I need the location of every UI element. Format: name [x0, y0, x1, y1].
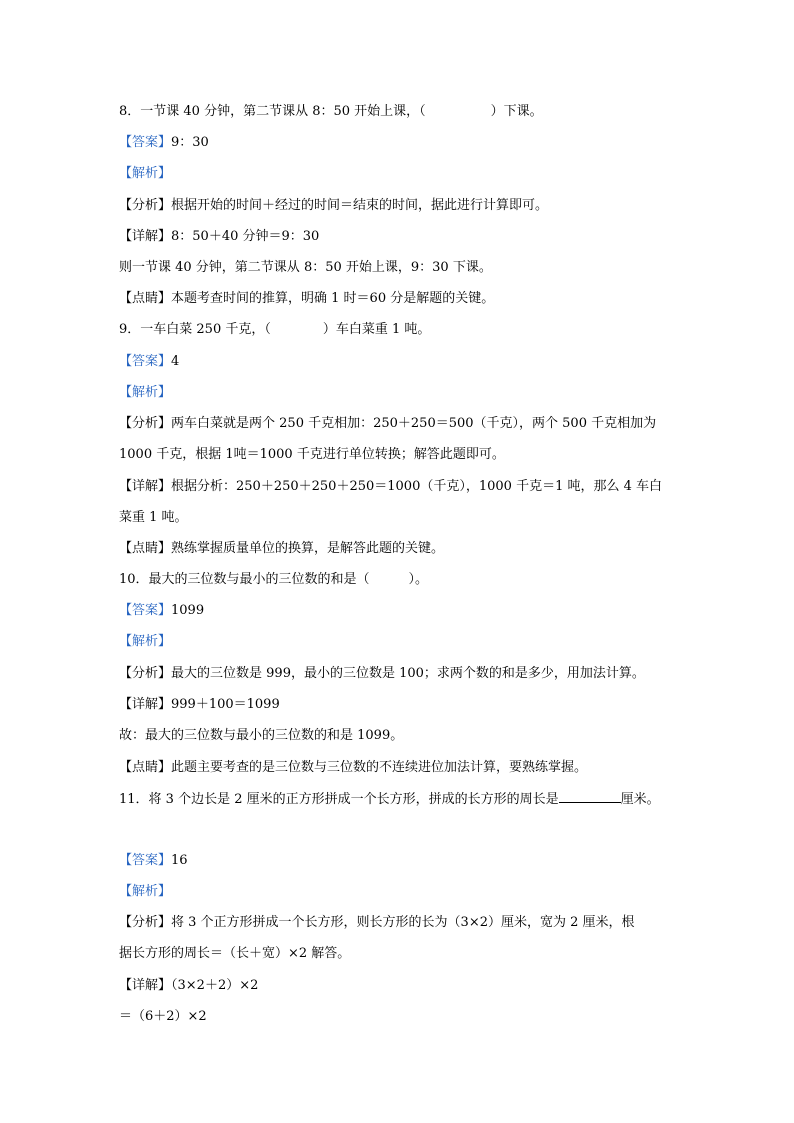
- xiangjie-tag: 【详解】: [119, 229, 172, 244]
- jiexi-tag: 【解析】: [119, 385, 172, 400]
- q9-answer-line: [119, 353, 179, 371]
- q10-fenxi: 最大的三位数是 999，最小的三位数是 100；求两个数的和是多少，用加法计算。: [171, 666, 645, 681]
- jiexi-tag: 【解析】: [119, 884, 172, 899]
- q10-dianjing-line: [119, 759, 587, 777]
- dianjing-tag: 【点睛】: [119, 760, 172, 775]
- jiexi-tag: 【解析】: [119, 634, 172, 649]
- q11-question-text: 11．将 3 个边长是 2 厘米的正方形拼成一个长方形，拼成的长方形的周长是: [119, 792, 559, 807]
- q8-answer-line: [119, 134, 209, 152]
- fenxi-tag: 【分析】: [119, 198, 172, 213]
- q9-fenxi-line-2: 1000 千克，根据 1吨＝1000 千克进行单位转换；解答此题即可。: [119, 447, 505, 462]
- dianjing-tag: 【点睛】: [119, 541, 172, 556]
- q10-jiexi-line: [119, 633, 171, 651]
- q8-fenxi-line: [119, 197, 548, 215]
- q11-fenxi-line-2: 据长方形的周长＝（长＋宽）×2 解答。: [119, 946, 351, 961]
- q11-xiangjie-line-2: ＝（6＋2）×2: [119, 1009, 207, 1024]
- q8-fenxi: 根据开始的时间＋经过的时间＝结束的时间，据此进行计算即可。: [171, 198, 549, 213]
- answer-blank: [559, 790, 621, 803]
- q11-answer-line: [119, 852, 188, 870]
- q9-fenxi: 两车白菜就是两个 250 千克相加：250＋250＝500（千克），两个 500 千克相加为: [171, 416, 657, 431]
- q10-answer: 1099: [171, 603, 205, 618]
- answer-tag: 【答案】: [119, 354, 172, 369]
- q10-xiangjie-line-2: 故：最大的三位数与最小的三位数的和是 1099。: [119, 728, 404, 743]
- q11-question-end: 厘米。: [620, 792, 660, 807]
- q9-xiangjie-line: [119, 478, 662, 496]
- q9-dianjing-line: [119, 540, 444, 558]
- jiexi-tag: 【解析】: [119, 166, 172, 181]
- xiangjie-tag: 【详解】: [119, 697, 172, 712]
- q9-xiangjie-line-2: 菜重 1 吨。: [119, 510, 188, 525]
- q11-fenxi-line: [119, 914, 635, 932]
- q8-dianjing-line: [119, 290, 494, 308]
- q10-question: 10．最大的三位数与最小的三位数的和是（ ）。: [119, 572, 429, 587]
- answer-tag: 【答案】: [119, 603, 172, 618]
- q10-xiangjie: 999＋100＝1099: [171, 697, 280, 712]
- q11-answer: 16: [171, 853, 188, 868]
- q10-xiangjie-line: [119, 696, 280, 714]
- xiangjie-tag: 【详解】: [119, 479, 172, 494]
- q8-xiangjie-line-2: 则一节课 40 分钟，第二节课从 8：50 开始上课，9：30 下课。: [119, 260, 492, 275]
- q8-jiexi-line: [119, 165, 171, 183]
- answer-tag: 【答案】: [119, 135, 172, 150]
- dianjing-tag: 【点睛】: [119, 291, 172, 306]
- q9-answer: 4: [171, 354, 180, 369]
- fenxi-tag: 【分析】: [119, 666, 172, 681]
- q8-xiangjie-line: [119, 228, 319, 246]
- q8-dianjing: 本题考查时间的推算，明确 1 时＝60 分是解题的关键。: [171, 291, 495, 306]
- q9-xiangjie: 根据分析：250＋250＋250＋250＝1000（千克），1000 千克＝1 吨，那么 4 车白: [171, 479, 663, 494]
- q11-xiangjie-line: [119, 977, 258, 995]
- q8-xiangjie: 8：50＋40 分钟＝9：30: [171, 229, 320, 244]
- q8-answer: 9：30: [171, 135, 209, 150]
- q11-jiexi-line: [119, 883, 171, 901]
- fenxi-tag: 【分析】: [119, 915, 172, 930]
- q9-jiexi-line: [119, 384, 171, 402]
- q8-question: 8．一节课 40 分钟，第二节课从 8：50 开始上课，（ ）下课。: [119, 104, 543, 119]
- q10-dianjing: 此题主要考查的是三位数与三位数的不连续进位加法计算，要熟练掌握。: [171, 760, 588, 775]
- q11-xiangjie: （3×2＋2）×2: [171, 978, 259, 993]
- q9-question: 9．一车白菜 250 千克，（ ）车白菜重 1 吨。: [119, 322, 431, 337]
- q10-answer-line: [119, 602, 204, 620]
- xiangjie-tag: 【详解】: [119, 978, 172, 993]
- q9-dianjing: 熟练掌握质量单位的换算，是解答此题的关键。: [171, 541, 445, 556]
- q11-fenxi: 将 3 个正方形拼成一个长方形，则长方形的长为（3×2）厘米，宽为 2 厘米，根: [171, 915, 635, 930]
- q9-fenxi-line: [119, 415, 656, 433]
- answer-tag: 【答案】: [119, 853, 172, 868]
- q11-question: [119, 790, 660, 809]
- q10-fenxi-line: [119, 665, 645, 683]
- fenxi-tag: 【分析】: [119, 416, 172, 431]
